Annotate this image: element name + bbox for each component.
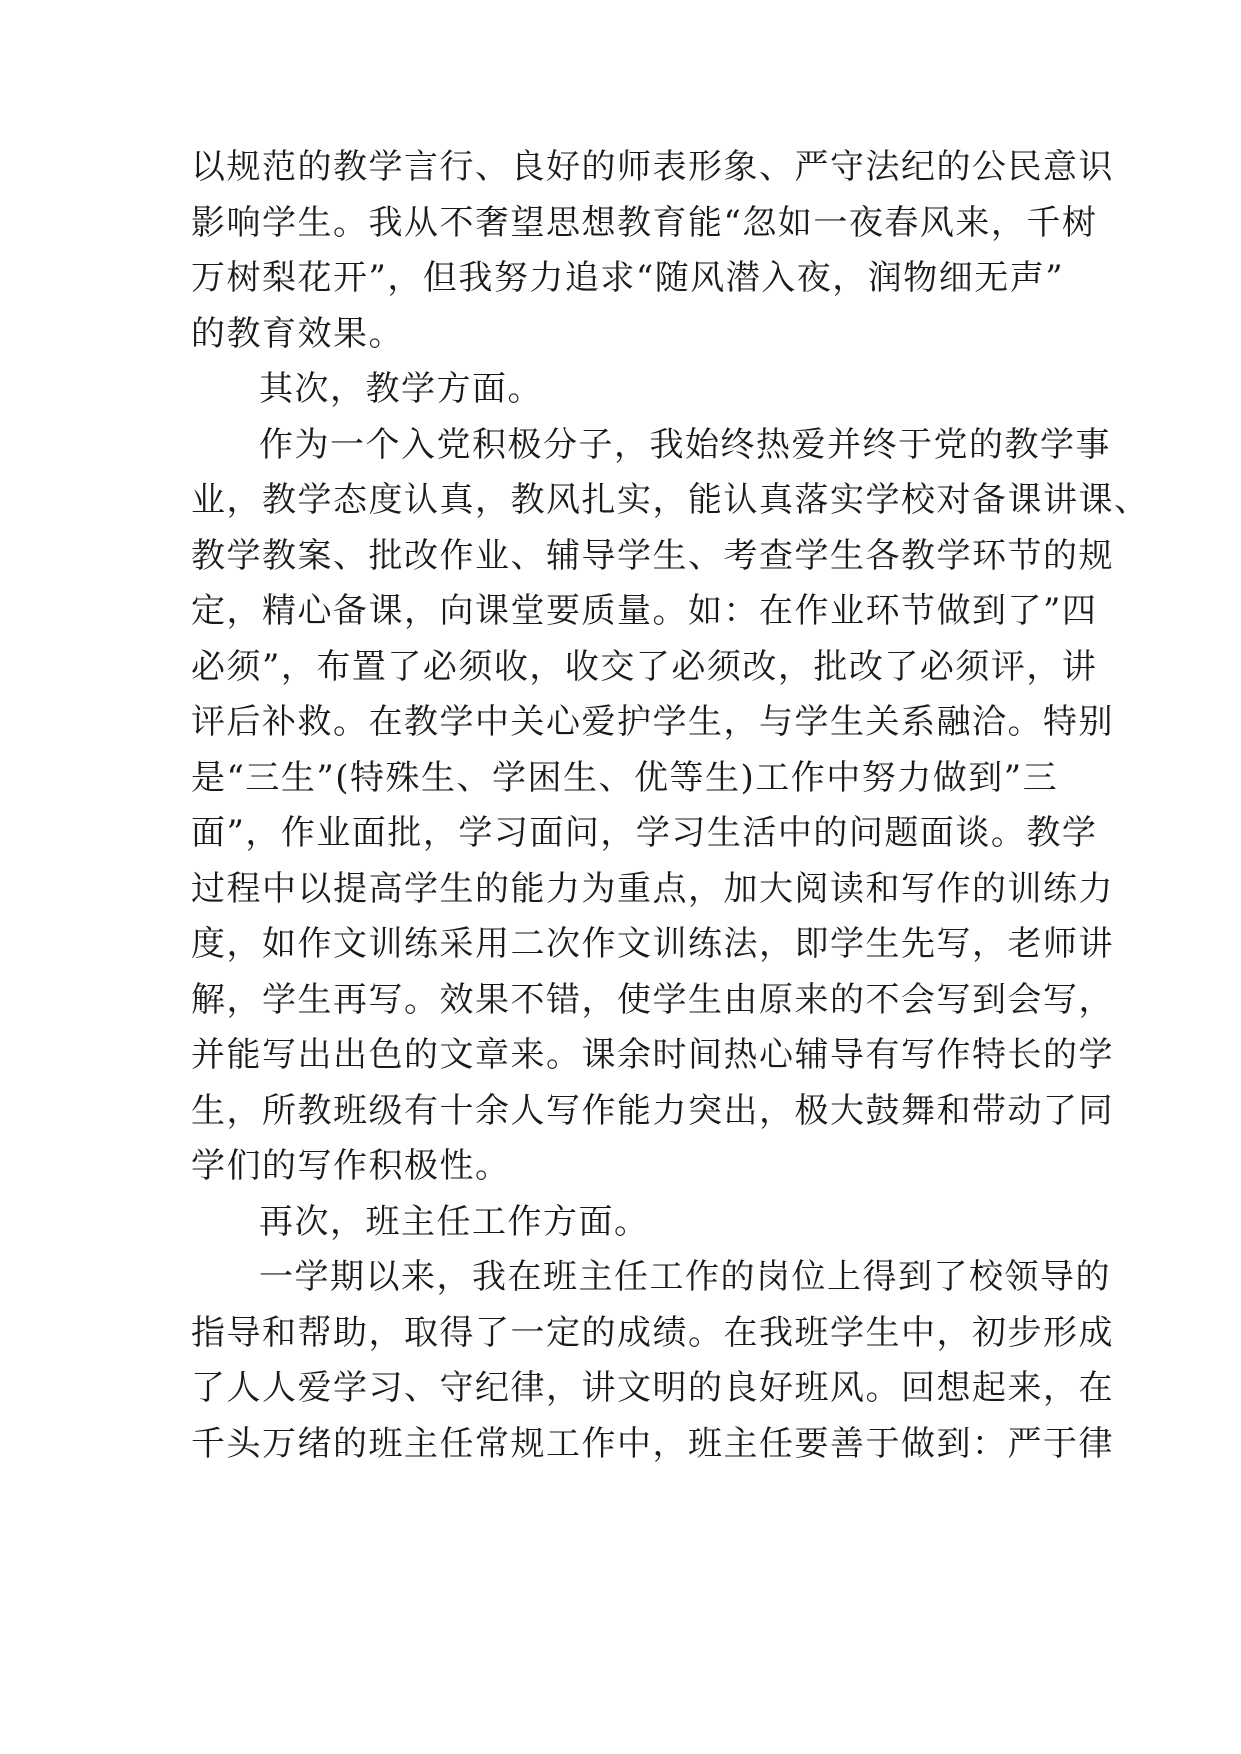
section-heading: 再次，班主任工作方面。 bbox=[259, 1201, 650, 1242]
text-line: 学们的写作积极性。 bbox=[191, 1146, 511, 1186]
text-line: 千头万绪的班主任常规工作中，班主任要善于做到：严于律 bbox=[191, 1423, 1114, 1464]
text-line: 以规范的教学言行、良好的师表形象、严守法纪的公民意识 bbox=[191, 147, 1114, 187]
text-line: 定，精心备课，向课堂要质量。如：在作业环节做到了”四 bbox=[191, 591, 1098, 631]
text-line: 过程中以提高学生的能力为重点，加大阅读和写作的训练力 bbox=[191, 868, 1114, 909]
text-line: 作为一个入党积极分子，我始终热爱并终于党的教学事 bbox=[259, 424, 1111, 465]
text-line: 并能写出出色的文章来。课余时间热心辅导有写作特长的学 bbox=[191, 1035, 1114, 1075]
text-line: 评后补救。在教学中关心爱护学生，与学生关系融洽。特别 bbox=[191, 702, 1114, 742]
document-body bbox=[191, 140, 1150, 1472]
text-line: 必须”，布置了必须收，收交了必须改，批改了必须评，讲 bbox=[191, 646, 1098, 687]
text-line: 一学期以来，我在班主任工作的岗位上得到了校领导的 bbox=[259, 1257, 1111, 1297]
text-line: 万树梨花开”，但我努力追求“随风潜入夜，润物细无声” bbox=[191, 258, 1065, 298]
section-heading: 其次，教学方面。 bbox=[259, 369, 543, 409]
text-line: 是“三生”(特殊生、学困生、优等生)工作中努力做到”三 bbox=[191, 757, 1059, 798]
text-line: 影响学生。我从不奢望思想教育能“忽如一夜春风来，千树 bbox=[191, 202, 1098, 243]
text-line: 生，所教班级有十余人写作能力突出，极大鼓舞和带动了同 bbox=[191, 1090, 1114, 1131]
text-line: 业，教学态度认真，教风扎实，能认真落实学校对备课讲课、 bbox=[191, 480, 1150, 520]
text-line: 解，学生再写。效果不错，使学生由原来的不会写到会写， bbox=[191, 979, 1114, 1020]
text-line: 度，如作文训练采用二次作文训练法，即学生先写，老师讲 bbox=[191, 924, 1114, 964]
text-line: 的教育效果。 bbox=[191, 313, 404, 354]
text-line: 指导和帮助，取得了一定的成绩。在我班学生中，初步形成 bbox=[191, 1312, 1114, 1353]
text-line: 面”，作业面批，学习面问，学习生活中的问题面谈。教学 bbox=[191, 813, 1098, 853]
text-line: 了人人爱学习、守纪律，讲文明的良好班风。回想起来，在 bbox=[191, 1368, 1114, 1408]
text-line: 教学教案、批改作业、辅导学生、考查学生各教学环节的规 bbox=[191, 535, 1114, 576]
